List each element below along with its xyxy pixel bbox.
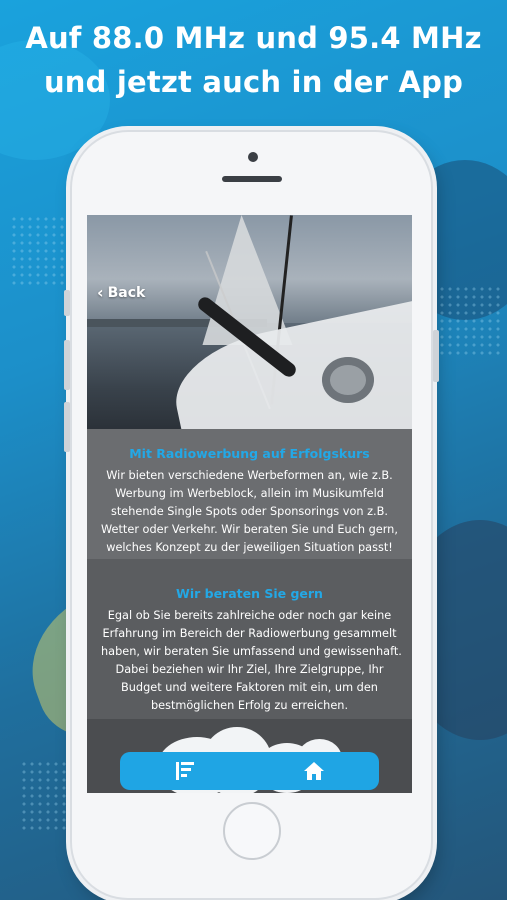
phone-volume-down xyxy=(64,402,70,452)
phone-volume-up xyxy=(64,340,70,390)
menu-list-icon[interactable] xyxy=(172,758,198,784)
phone-speaker xyxy=(222,176,282,182)
section-title: Wir beraten Sie gern xyxy=(176,586,323,601)
background-dots xyxy=(430,285,500,355)
section-consulting xyxy=(87,559,412,719)
promo-headline xyxy=(0,16,507,104)
home-icon[interactable] xyxy=(301,758,327,784)
section-radio-advertising xyxy=(87,429,412,559)
phone-home-button xyxy=(223,802,281,860)
phone-frame xyxy=(70,130,433,900)
chevron-left-icon: ‹ xyxy=(97,283,104,302)
headline-line-2: und jetzt auch in der App xyxy=(43,65,464,99)
tab-bar xyxy=(120,752,379,790)
phone-camera xyxy=(248,152,258,162)
phone-mute-switch xyxy=(64,290,70,316)
headline-line-1: Auf 88.0 MHz und 95.4 MHz xyxy=(25,21,482,55)
section-body: Wir bieten verschiedene Werbeformen an, wie z.B. Werbung im Werbeblock, allein im Musikumfeld stehende Single Spots oder Sponsorings von z.B. Wetter oder Verkehr. Wir beraten Sie und Euch gern, welches Konzept zu der jeweiligen Situation passt! xyxy=(101,469,398,554)
section-body: Egal ob Sie bereits zahlreiche oder noch gar keine Erfahrung im Bereich der Radiowerbung gesammelt haben, wir beraten Sie umfassend und gewissenhaft. Dabei beziehen wir Ihr Ziel, Ihre Zielgruppe, Ihr Budget und weitere Faktoren mit ein, um den bestmöglichen Erfolg zu erreichen. xyxy=(101,609,402,712)
phone-power-button xyxy=(433,330,439,382)
section-title: Mit Radiowerbung auf Erfolgskurs xyxy=(129,446,370,461)
hero-image-sailboat xyxy=(87,215,412,429)
app-screen xyxy=(87,215,412,793)
back-button[interactable] xyxy=(97,283,145,302)
back-label: Back xyxy=(107,284,146,301)
